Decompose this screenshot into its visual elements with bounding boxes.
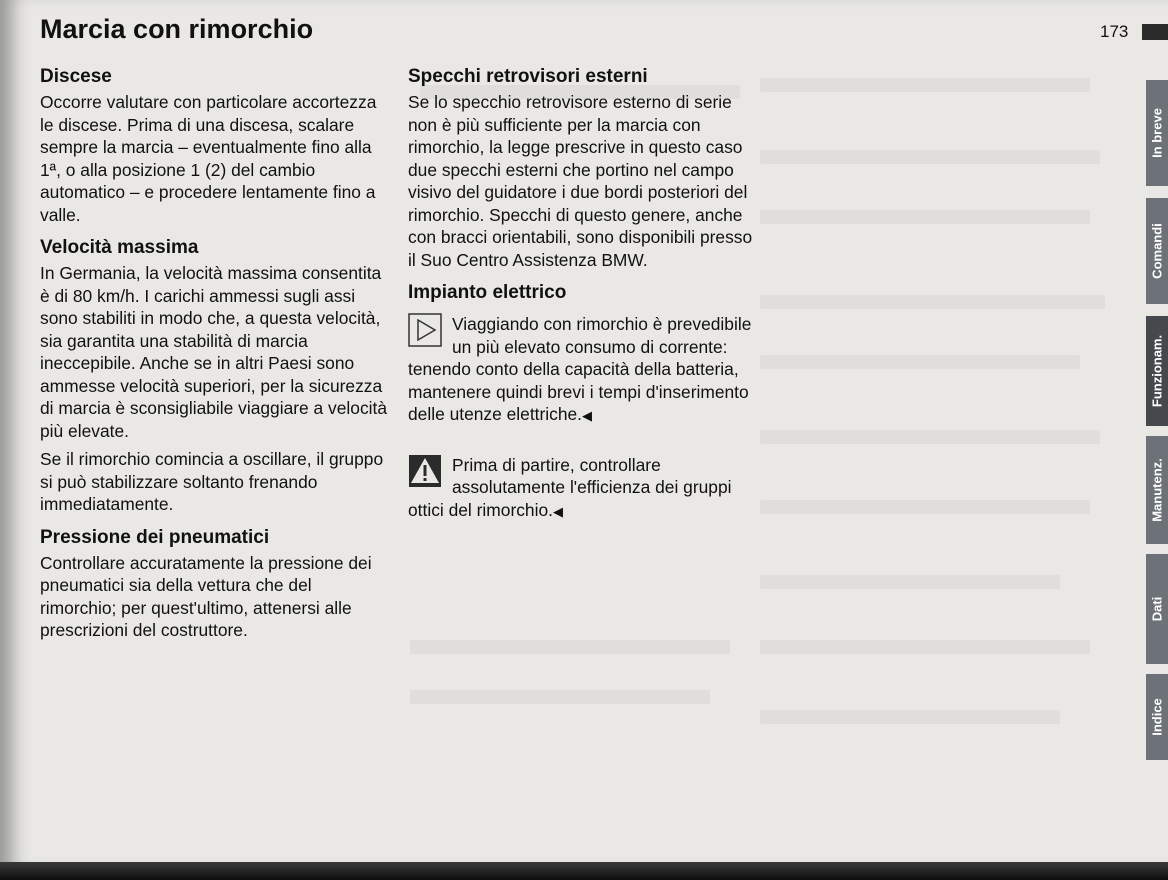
page-bottom-edge — [0, 862, 1168, 880]
tab-funzionam[interactable]: Funzionam. — [1146, 316, 1168, 426]
left-column — [40, 65, 392, 652]
section-text: Se lo specchio retrovisore esterno di serie non è più sufficiente per la marcia con rimorchio, la legge prescrive in questo caso due specchi esterni che portino nel campo visivo del guidatore i due bordi posteriori del rimorchio. Specchi di questo genere, anche con bracci orientabili, sono disponibili presso il Suo Centro Assistenza BMW. — [408, 92, 753, 270]
section-velocita-massima — [40, 236, 392, 516]
warning-icon — [408, 454, 442, 488]
end-mark-icon: ◀ — [582, 408, 593, 423]
page-title: Marcia con rimorchio — [40, 14, 314, 44]
warning-text: Prima di partire, controllare assolutamente l'efficienza dei gruppi ottici del rimorchio. — [408, 454, 732, 520]
section-heading: Pressione dei pneumatici — [40, 526, 270, 548]
note-text: Viaggiando con rimorchio è prevedibile un più elevato consumo di corrente: tenendo conto della capacità della batteria, mantenere quindi brevi i tempi d'inserimento delle utenze elettriche. — [408, 314, 752, 424]
section-text: In Germania, la velocità massima consentita è di 80 km/h. I carichi ammessi sugli assi sono stabiliti in modo che, a questa velocità, sia garantita una stabilità di marcia ineccepibile. Anche se in altri Paesi sono ammesse velocità superiori, per la sicurezza di marcia è sconsigliabile viaggiare a velocità più elevate. — [40, 263, 388, 441]
tab-indice[interactable]: Indice — [1146, 674, 1168, 760]
play-note-icon — [408, 313, 442, 347]
end-mark-icon: ◀ — [552, 503, 563, 519]
section-specchi-retrovisori — [408, 65, 758, 271]
section-heading: Discese — [40, 66, 112, 87]
warning-block — [408, 438, 758, 524]
section-impianto-elettrico — [408, 281, 758, 428]
section-pressione-pneumatici — [40, 526, 392, 642]
section-text: Controllare accuratamente la pressione dei pneumatici sia della vettura che del rimorchio; per quest'ultimo, attenersi alle prescrizioni del costruttore. — [40, 552, 372, 640]
section-text: Se il rimorchio comincia a oscillare, il gruppo si può stabilizzare soltanto frenando immediatamente. — [40, 449, 384, 514]
page-marker — [1142, 24, 1168, 40]
section-discese — [40, 65, 392, 226]
section-text: Occorre valutare con particolare accortezza le discese. Prima di una discesa, scalare sempre la marcia – eventualmente fino alla 1ª, o alla posizione 1 (2) del cambio automatico – e procedere lentamente fino a valle. — [40, 92, 377, 225]
note-block — [408, 307, 758, 428]
tab-in-breve[interactable]: In breve — [1146, 80, 1168, 186]
chapter-tabs — [1146, 80, 1168, 760]
middle-column — [408, 65, 758, 533]
tab-comandi[interactable]: Comandi — [1146, 198, 1168, 304]
section-heading: Specchi retrovisori esterni — [408, 66, 648, 87]
tab-manutenz[interactable]: Manutenz. — [1146, 436, 1168, 544]
section-heading: Impianto elettrico — [408, 282, 567, 303]
tab-dati[interactable]: Dati — [1146, 554, 1168, 664]
page-number: 173 — [1100, 22, 1129, 41]
section-heading: Velocità massima — [40, 237, 199, 258]
